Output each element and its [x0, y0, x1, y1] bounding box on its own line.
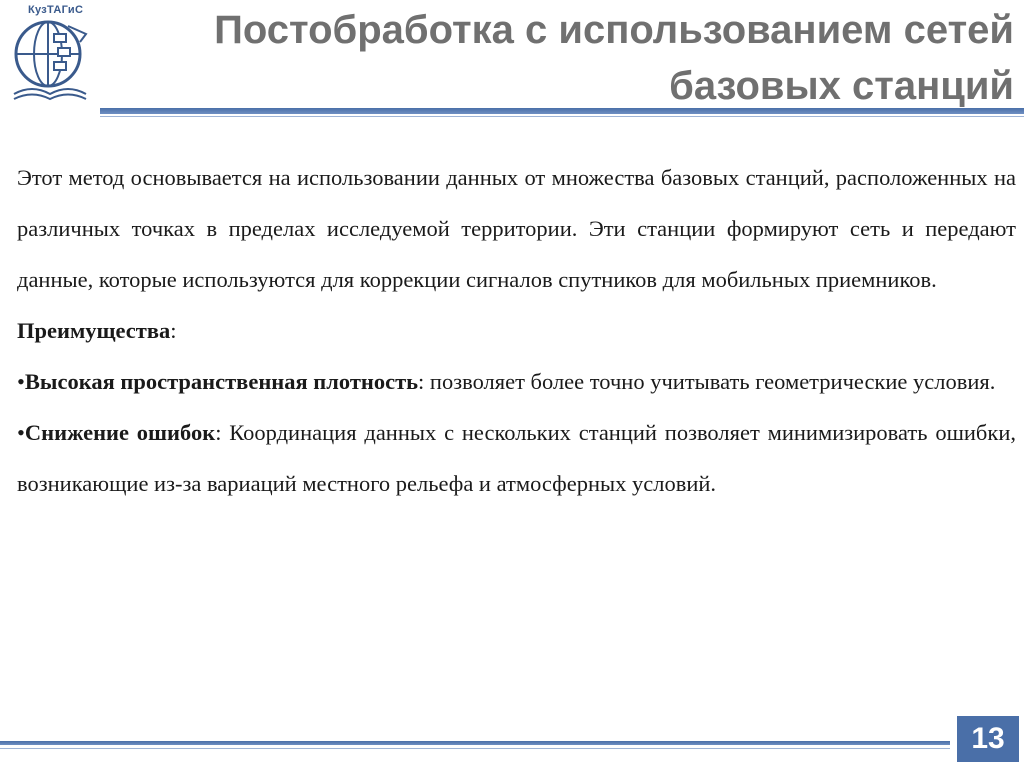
- slide-title-line-2: базовых станций: [669, 64, 1014, 108]
- logo-text: КузТАГиС: [28, 4, 84, 16]
- intro-paragraph: Этот метод основывается на использовании данных от множества базовых станций, расположенных на различных точках в пределах исследуемой территории. Эти станции формируют сеть и передают данные, которые используются для коррекции сигналов спутников для мобильных приемников.: [17, 165, 1016, 292]
- slide-body: [17, 152, 1016, 509]
- advantage-item-2: [17, 407, 1016, 509]
- advantages-heading-colon: :: [170, 318, 177, 343]
- advantage-term: Высокая пространственная плотность: [24, 369, 419, 394]
- header-divider-thin: [100, 116, 1024, 117]
- bullet: •: [17, 420, 25, 445]
- advantage-text: : позволяет более точно учитывать геометрические условия.: [418, 369, 996, 394]
- footer-divider: [0, 741, 950, 745]
- advantage-item-1: [17, 356, 1016, 407]
- logo: [10, 4, 96, 104]
- advantages-heading-label: Преимущества: [17, 318, 171, 343]
- bullet: •: [17, 369, 25, 394]
- advantages-heading: [17, 305, 1016, 356]
- globe-logo-icon: [10, 4, 96, 104]
- footer-divider-thin: [0, 748, 950, 749]
- slide-title: [114, 2, 1014, 114]
- slide-title-line-1: Постобработка с использованием сетей: [214, 8, 1014, 52]
- header-divider: [100, 108, 1024, 114]
- advantage-term: Снижение ошибок: [24, 420, 216, 445]
- advantage-text: : Координация данных с нескольких станций позволяет минимизировать ошибки, возникающие из-за вариаций местного рельефа и атмосферных условий.: [17, 420, 1016, 496]
- page-number-badge: 13: [957, 716, 1019, 762]
